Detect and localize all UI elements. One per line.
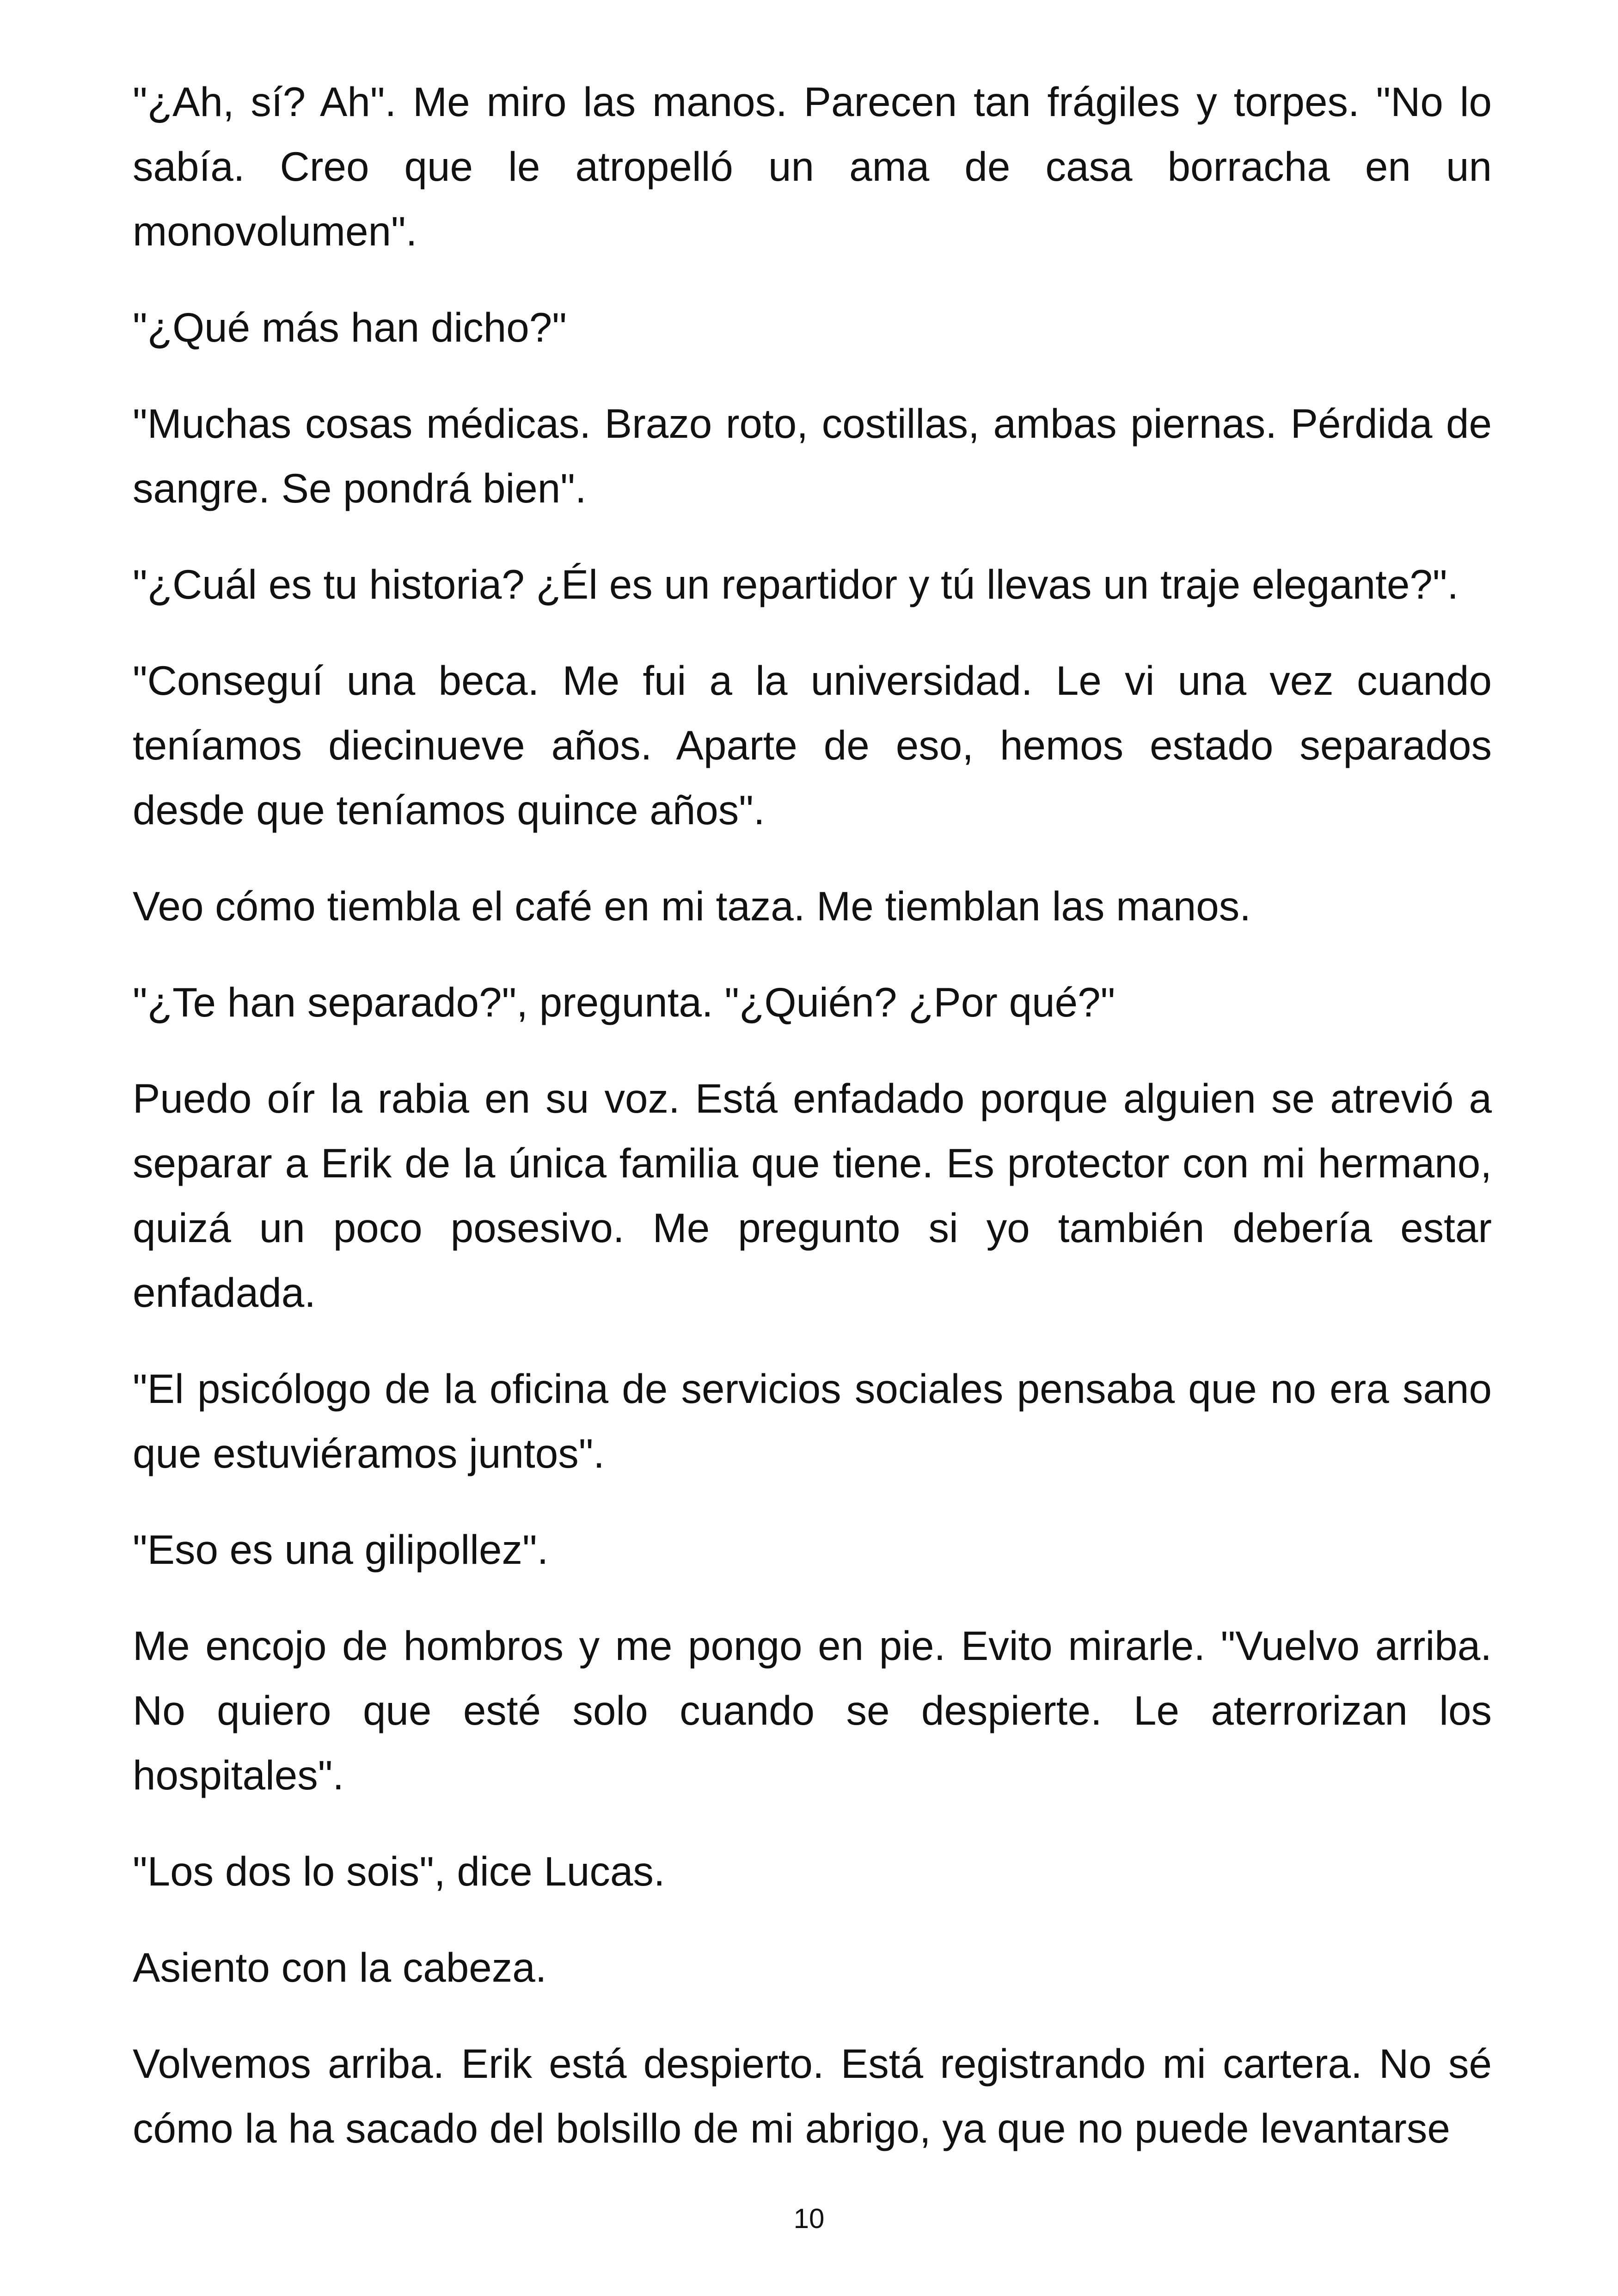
body-text xyxy=(133,69,1492,2192)
paragraph: "¿Cuál es tu historia? ¿Él es un repartidor y tú llevas un traje elegante?". xyxy=(133,561,1459,607)
paragraph: Asiento con la cabeza. xyxy=(133,1944,547,1990)
paragraph: "Muchas cosas médicas. Brazo roto, costillas, ambas piernas. Pérdida de sangre. Se pondrá bien". xyxy=(133,400,1492,511)
paragraph: "Eso es una gilipollez". xyxy=(133,1526,549,1573)
paragraph: Volvemos arriba. Erik está despierto. Está registrando mi cartera. No sé cómo la ha sacado del bolsillo de mi abrigo, ya que no puede levantarse xyxy=(133,2040,1492,2151)
paragraph: Puedo oír la rabia en su voz. Está enfadado porque alguien se atrevió a separar a Erik de la única familia que tiene. Es protector con mi hermano, quizá un poco posesivo. Me pregunto si yo también debería estar enfadada. xyxy=(133,1075,1492,1316)
paragraph: Veo cómo tiembla el café en mi taza. Me tiemblan las manos. xyxy=(133,883,1251,929)
paragraph: "Los dos lo sois", dice Lucas. xyxy=(133,1848,665,1894)
paragraph: "¿Ah, sí? Ah". Me miro las manos. Parecen tan frágiles y torpes. "No lo sabía. Creo que le atropelló un ama de casa borracha en un monovolumen". xyxy=(133,79,1492,254)
paragraph: "¿Te han separado?", pregunta. "¿Quién? ¿Por qué?" xyxy=(133,979,1115,1025)
paragraph: "¿Qué más han dicho?" xyxy=(133,304,567,350)
paragraph: "Conseguí una beca. Me fui a la universidad. Le vi una vez cuando teníamos diecinueve años. Aparte de eso, hemos estado separados desde que teníamos quince años". xyxy=(133,657,1492,833)
paragraph: "El psicólogo de la oficina de servicios sociales pensaba que no era sano que estuviéramos juntos". xyxy=(133,1365,1492,1476)
page-number: 10 xyxy=(793,2203,825,2234)
paragraph: Me encojo de hombros y me pongo en pie. Evito mirarle. "Vuelvo arriba. No quiero que esté solo cuando se despierte. Le aterrorizan los hospitales". xyxy=(133,1623,1492,1798)
